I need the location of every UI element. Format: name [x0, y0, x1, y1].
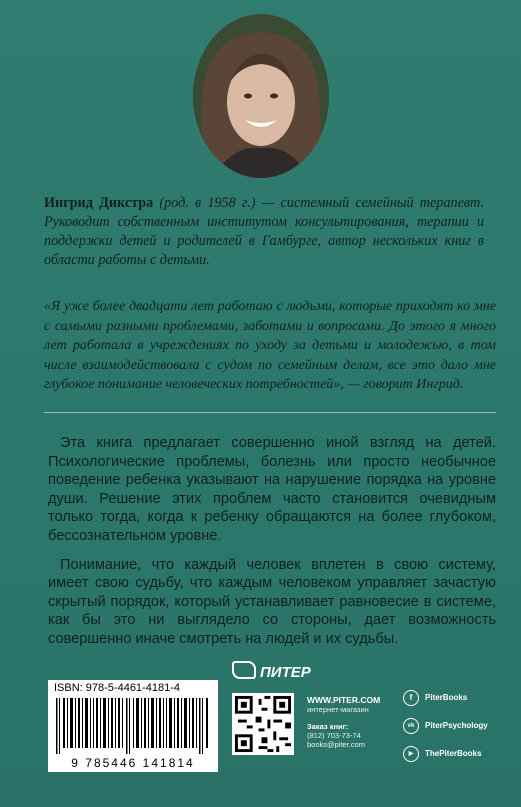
barcode-icon: [54, 698, 212, 754]
youtube-icon: ▶: [403, 746, 419, 762]
social-youtube-label: ThePiterBooks: [425, 749, 482, 758]
isbn-barcode-block: [48, 680, 218, 772]
social-vk-label: PiterPsychology: [425, 721, 488, 730]
barcode-digits: 9 785446 141814: [71, 756, 195, 770]
order-phone: (812) 703-73-74: [307, 731, 361, 740]
description-paragraph-1: Эта книга предлагает совершенно иной взгляд на детей. Психологические проблемы, болезнь или просто необычное поведение ребенка указывают на нарушение порядка на уровне души. Решение этих проблем часто становится очевидным только тогда, когда к ребенку обращаются на более глубоком, бессознательном уровне.: [48, 435, 496, 544]
vk-icon: vk: [403, 718, 419, 734]
author-bio-text: системный семейный терапевт. Руководит собственным институтом консультирования, терапии и поддержки детей и родителей в Гамбурге, автор нескольких книг в области работы с детьми.: [44, 195, 484, 268]
author-photo: [193, 14, 329, 178]
author-portrait-image: [193, 14, 329, 178]
publisher-logo-text: ПИТЕР: [260, 664, 311, 681]
publisher-site[interactable]: WWW.PITER.COM: [307, 695, 381, 705]
social-facebook-label: PiterBooks: [425, 693, 468, 702]
author-quote: «Я уже более двадцати лет работаю с людьми, которые приходят ко мне с самыми разными проблемами, заботами и вопросами. До этого я много лет работала в учреждениях по уходу за детьми и молодежью, в том числе взаимодействовала с судом по семейным делам, все это дало мне глубокое понимание человеческих потребностей», — говорит Ингрид.: [44, 299, 496, 392]
social-youtube[interactable]: [403, 744, 481, 764]
qr-code-icon: [232, 693, 294, 755]
divider: [44, 412, 496, 413]
facebook-icon: f: [403, 690, 419, 706]
description-paragraph-2: Понимание, что каждый человек вплетен в свою систему, имеет свою судьбу, что каждым человеком управляет зачастую скрытый порядок, который устанавливает равновесие в системе, как бы это ни выглядело со стороны, дает возможность совершенно иначе смотреть на людей и их судьбы.: [48, 556, 496, 647]
social-vk[interactable]: [403, 716, 488, 736]
order-email[interactable]: books@piter.com: [307, 740, 366, 749]
publisher-site-sub: интернет-магазин: [307, 705, 369, 714]
author-bio: [44, 194, 484, 270]
order-label: Заказ книг:: [307, 722, 349, 731]
author-years: (род. в 1958 г.) —: [159, 195, 275, 211]
book-description: [48, 434, 496, 659]
qr-code: [232, 693, 294, 755]
piter-logo-icon: [232, 661, 256, 679]
author-name: Ингрид Дикстра: [44, 195, 154, 211]
publisher-logo: [232, 661, 324, 681]
social-facebook[interactable]: [403, 688, 467, 708]
isbn-label: ISBN: 978-5-4461-4181-4: [54, 682, 180, 694]
publisher-info: [307, 695, 397, 749]
